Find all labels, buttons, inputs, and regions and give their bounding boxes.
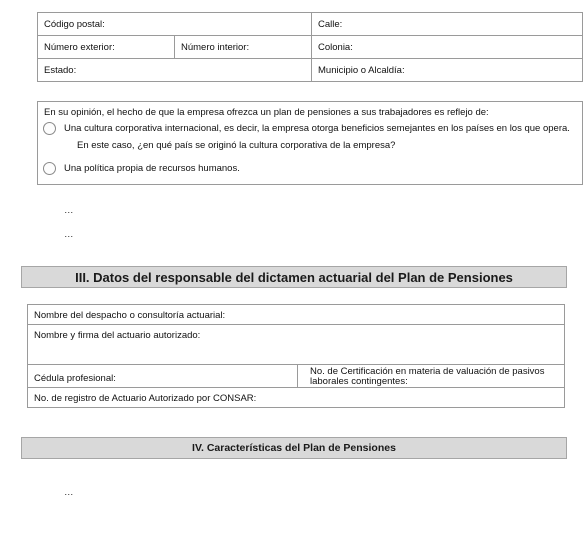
calle-label: Calle:	[318, 19, 343, 30]
section-4-title: IV. Características del Plan de Pensiones	[192, 442, 396, 454]
numero-exterior-label: Número exterior:	[44, 42, 115, 53]
registro-consar-field[interactable]	[27, 387, 565, 408]
ellipsis-1: …	[64, 205, 74, 216]
actuario-field[interactable]	[27, 324, 565, 365]
ellipsis-2: …	[64, 229, 74, 240]
codigo-postal-field[interactable]	[37, 12, 312, 36]
option-cultura-corporativa-followup: En este caso, ¿en qué país se originó la cultura corporativa de la empresa?	[77, 140, 396, 151]
actuario-label: Nombre y firma del actuario autorizado:	[34, 330, 201, 341]
ellipsis-3: …	[64, 487, 74, 498]
numero-interior-field[interactable]	[174, 35, 312, 59]
numero-exterior-field[interactable]	[37, 35, 175, 59]
municipio-field[interactable]	[311, 58, 583, 82]
radio-option-politica-rh[interactable]	[43, 162, 56, 175]
radio-option-cultura-corporativa[interactable]	[43, 122, 56, 135]
calle-field[interactable]	[311, 12, 583, 36]
option-politica-rh-label: Una política propia de recursos humanos.	[64, 163, 240, 174]
cedula-label: Cédula profesional:	[34, 373, 116, 384]
municipio-label: Municipio o Alcaldía:	[318, 65, 405, 76]
estado-field[interactable]	[37, 58, 312, 82]
colonia-field[interactable]	[311, 35, 583, 59]
certificacion-label-line1: No. de Certificación en materia de valuación de pasivos	[310, 366, 545, 377]
certificacion-label-line2: laborales contingentes:	[310, 376, 408, 387]
section-4-header	[21, 437, 567, 459]
question-prompt: En su opinión, el hecho de que la empresa ofrezca un plan de pensiones a sus trabajadores es reflejo de:	[44, 107, 489, 118]
despacho-field[interactable]	[27, 304, 565, 325]
despacho-label: Nombre del despacho o consultoría actuarial:	[34, 310, 226, 321]
cedula-field[interactable]	[27, 364, 298, 388]
section-3-title: III. Datos del responsable del dictamen actuarial del Plan de Pensiones	[75, 269, 513, 285]
registro-consar-label: No. de registro de Actuario Autorizado por CONSAR:	[34, 393, 257, 404]
certificacion-field[interactable]	[297, 364, 565, 388]
colonia-label: Colonia:	[318, 42, 353, 53]
numero-interior-label: Número interior:	[181, 42, 250, 53]
section-3-header	[21, 266, 567, 288]
codigo-postal-label: Código postal:	[44, 19, 105, 30]
estado-label: Estado:	[44, 65, 77, 76]
option-cultura-corporativa-label: Una cultura corporativa internacional, es decir, la empresa otorga beneficios semejantes en los países en los que opera.	[64, 123, 570, 134]
